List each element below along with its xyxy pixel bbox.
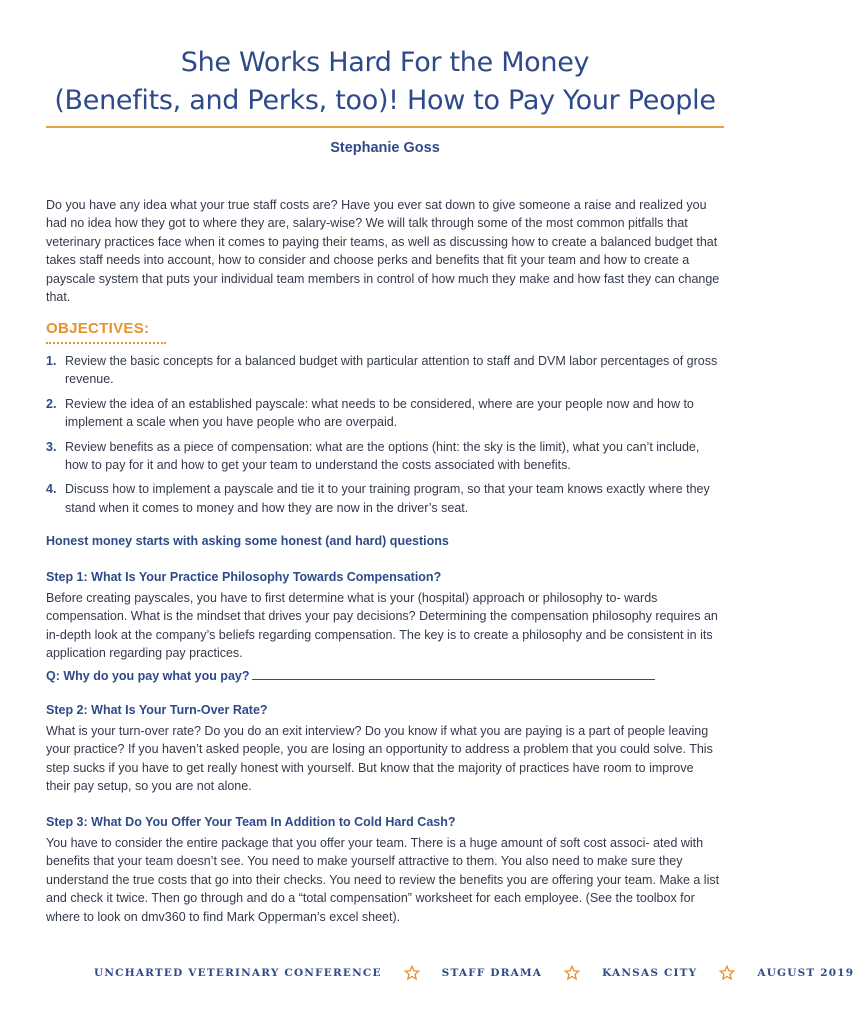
page-footer — [94, 965, 854, 981]
objective-item — [46, 395, 720, 432]
footer-location: KANSAS CITY — [602, 967, 698, 979]
objective-text: Review the idea of an established payscale: what needs to be considered, where are your people now and how to implement a scale when you have people who are overpaid. — [65, 396, 694, 430]
objectives-heading: OBJECTIVES: — [46, 320, 150, 337]
footer-conference: UNCHARTED VETERINARY CONFERENCE — [94, 967, 382, 979]
title-line-2: (Benefits, and Perks, too)! How to Pay Your People — [54, 85, 716, 116]
title-divider — [46, 126, 724, 128]
title-line-1: She Works Hard For the Money — [180, 47, 590, 78]
step-2-heading: Step 2: What Is Your Turn-Over Rate? — [46, 703, 268, 717]
objectives-list — [46, 352, 720, 523]
star-icon — [404, 965, 420, 981]
objective-number: 4. — [46, 482, 57, 497]
step-2-body: What is your turn-over rate? Do you do an exit interview? Do you know if what you are paying is a part of people leaving your practice? If you haven’t asked people, you are losing an opportunity to address a problem that you could solve. This step sucks if you have to get really honest with yourself. But know that the majority of practices have room to improve their pay setup, so you are not alone. — [46, 724, 713, 794]
objective-text: Discuss how to implement a payscale and tie it to your training program, so that your team knows exactly where they stand when it comes to money and how they are now in the driver’s seat. — [65, 482, 710, 515]
star-icon — [564, 965, 580, 981]
question-text: Q: Why do you pay what you pay? — [46, 669, 250, 683]
objective-item — [46, 438, 720, 475]
step-1-heading: Step 1: What Is Your Practice Philosophy Towards Compensation? — [46, 570, 442, 584]
objective-number: 1. — [46, 354, 57, 368]
star-icon — [719, 965, 735, 981]
footer-date: AUGUST 2019 — [757, 967, 854, 979]
objective-number: 3. — [46, 439, 57, 454]
objective-text: Review benefits as a piece of compensation: what are the options (hint: the sky is the limit), what you can’t include, how to pay for it and how to get your team to understand the costs associated with benefits. — [65, 439, 700, 473]
step-3-heading: Step 3: What Do You Offer Your Team In Addition to Cold Hard Cash? — [46, 815, 456, 829]
objective-text: Review the basic concepts for a balanced budget with particular attention to staff and DVM labor percentages of gross revenue. — [65, 354, 718, 387]
objective-item — [46, 352, 720, 389]
objective-item — [46, 480, 720, 517]
answer-blank-line — [252, 667, 655, 680]
intro-paragraph: Do you have any idea what your true staff costs are? Have you ever sat down to give someone a raise and realized you had no idea how they got to where they are, salary-wise? We will talk through some of the most common pitfalls that veterinary practices face when it comes to paying their teams, as well as discussing how to create a balanced budget that takes staff needs into account, how to consider and choose perks and benefits that fit your team and how to create a payscale system that puts your individual team members in control of how much they make and how fast they can change that. — [46, 198, 720, 305]
author-name: Stephanie Goss — [330, 140, 440, 156]
document-title — [46, 44, 724, 120]
section-heading: Honest money starts with asking some honest (and hard) questions — [46, 534, 449, 548]
step-1-body: Before creating payscales, you have to first determine what is your (hospital) approach or philosophy to- wards compensation. What is the mindset that drives your pay decisions? Determining the compensation philosophy requires an in-depth look at the company’s beliefs regarding compensation. The key is to create a philosophy and be consistent in its application regarding pay practices. — [46, 591, 718, 661]
objectives-dotted-rule — [46, 342, 166, 344]
footer-topic: STAFF DRAMA — [441, 967, 543, 979]
objective-number: 2. — [46, 396, 57, 411]
question-line — [46, 667, 655, 683]
step-3-body: You have to consider the entire package that you offer your team. There is a huge amount of soft cost associ- ated with benefits that your team doesn’t see. You need to make yourself attractive to them. You also need to make sure they understand the true costs that go into their checks. You need to review the benefits you are offering your team. Make a list and check it twice. Then go through and do a “total compensation” worksheet for each employee. (See the toolbox for where to look on dmv360 to find Mark Opperman’s excel sheet). — [46, 836, 720, 924]
